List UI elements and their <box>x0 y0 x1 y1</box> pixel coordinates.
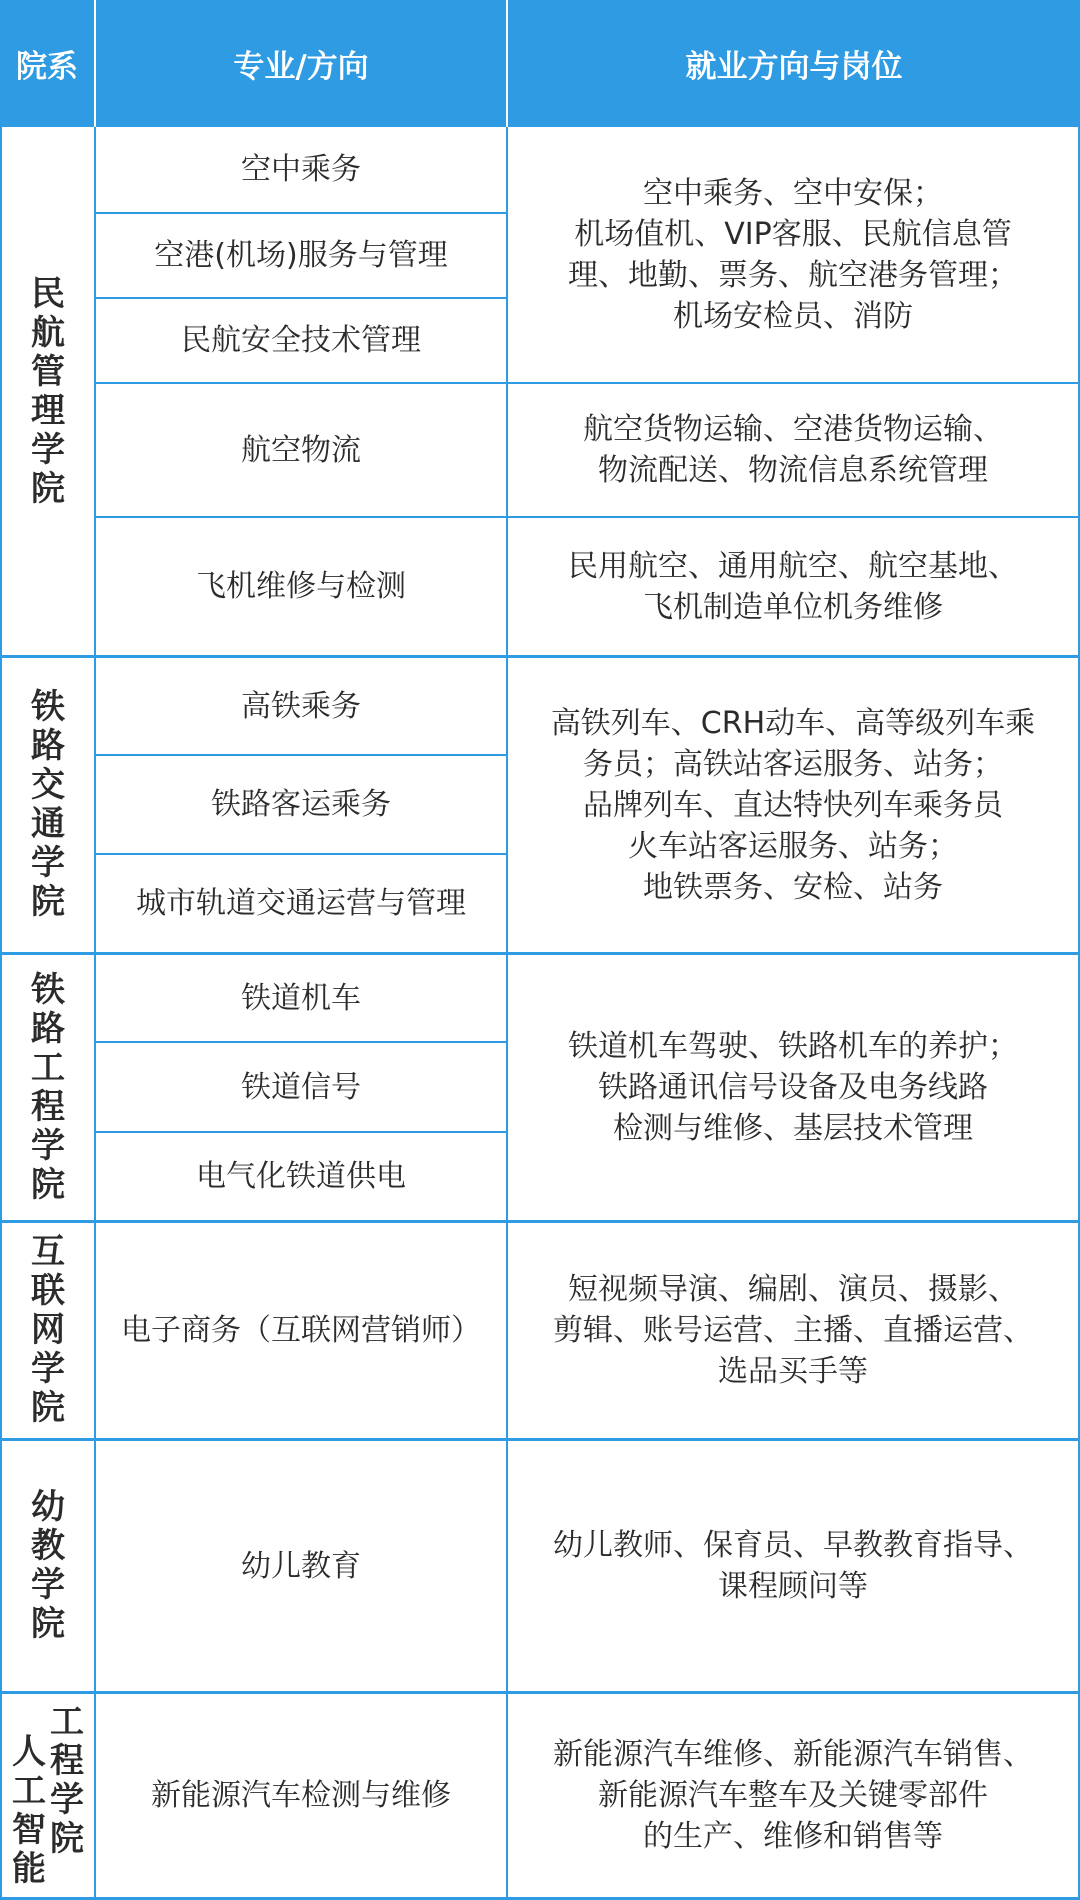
major-cell: 航空物流 <box>241 432 361 468</box>
major-cell: 电气化铁道供电 <box>196 1159 406 1194</box>
dept-label: 幼教学院 <box>31 1487 65 1644</box>
dept-internet <box>2 1223 94 1438</box>
header-major: 专业/方向 <box>96 0 506 127</box>
major-cell: 飞机维修与检测 <box>196 569 406 604</box>
major-cell: 城市轨道交通运营与管理 <box>136 886 466 921</box>
major-cell: 铁道信号 <box>241 1069 361 1105</box>
dept-label-col-2: 工程学院 <box>50 1701 84 1859</box>
dept-railway-engineering <box>2 955 94 1220</box>
dept-civil-aviation <box>2 129 94 655</box>
major-cell: 空中乘务 <box>241 152 361 187</box>
major-cell: 新能源汽车检测与维修 <box>151 1778 451 1813</box>
jobs-cell: 铁道机车驾驶、铁路机车的养护； 铁路通讯信号设备及电务线路 检测与维修、基层技术管理 <box>568 1029 1018 1146</box>
header-divider-1 <box>94 0 96 127</box>
jobs-cell: 新能源汽车维修、新能源汽车销售、 新能源汽车整车及关键零部件 的生产、维修和销售等 <box>553 1737 1033 1854</box>
dept-label-col-1: 人工智能 <box>12 1731 46 1889</box>
dept-label: 铁路交通学院 <box>31 687 65 922</box>
dept-label: 民航管理学院 <box>31 274 65 509</box>
major-cell: 铁道机车 <box>241 980 361 1016</box>
major-cell: 铁路客运乘务 <box>211 787 391 822</box>
dept-label: 铁路工程学院 <box>31 969 65 1205</box>
header-jobs: 就业方向与岗位 <box>508 0 1080 127</box>
jobs-cell: 民用航空、通用航空、航空基地、 飞机制造单位机务维修 <box>568 548 1018 625</box>
major-cell: 幼儿教育 <box>241 1548 361 1584</box>
header-divider-2 <box>506 0 508 127</box>
dept-preschool <box>2 1441 94 1691</box>
jobs-cell: 短视频导演、编剧、演员、摄影、 剪辑、账号运营、主播、直播运营、 选品买手等 <box>553 1272 1033 1389</box>
jobs-cell: 高铁列车、CRH动车、高等级列车乘 务员；高铁站客运服务、站务； 品牌列车、直达特快列车乘务员 火车站客运服务、站务； 地铁票务、安检、站务 <box>550 705 1036 905</box>
dept-label: 互联网学院 <box>31 1232 65 1428</box>
major-cell: 高铁乘务 <box>241 688 361 724</box>
major-cell: 空港(机场)服务与管理 <box>154 238 448 273</box>
major-cell: 电子商务（互联网营销师） <box>121 1313 481 1348</box>
header-dept: 院系 <box>0 0 94 127</box>
major-cell: 民航安全技术管理 <box>181 323 421 358</box>
dept-railway-transport <box>2 658 94 952</box>
dept-ai-engineering <box>2 1694 94 1897</box>
jobs-cell: 空中乘务、空中安保； 机场值机、VIP客服、民航信息管 理、地勤、票务、航空港务管理； 机场安检员、消防 <box>568 175 1018 334</box>
jobs-cell: 幼儿教师、保育员、早教教育指导、 课程顾问等 <box>553 1528 1033 1604</box>
jobs-cell: 航空货物运输、空港货物运输、 物流配送、物流信息系统管理 <box>583 412 1003 488</box>
